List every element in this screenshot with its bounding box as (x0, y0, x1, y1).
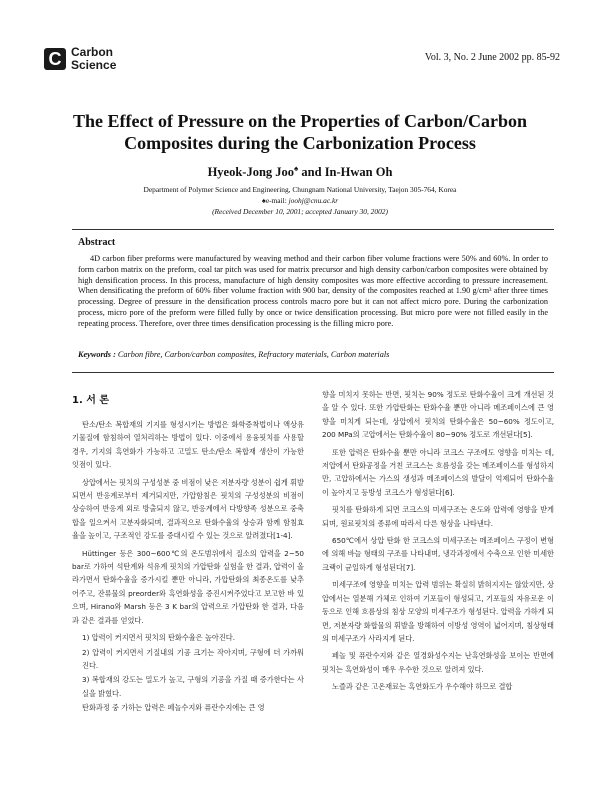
email-address[interactable]: joohj@cnu.ac.kr (288, 196, 339, 205)
abstract-body (78, 254, 548, 330)
paragraph: 페놀 및 퓨란수지와 같은 열경화성수지는 난흑연화성을 보이는 반면에 핏치는 흑연화성이 매우 우수한 것으로 알려져 있다. (322, 651, 554, 674)
paragraph: 핏치를 탄화하게 되면 코크스의 미세구조는 온도와 압력에 영향을 받게 되며, 원료핏치의 종류에 따라서 다른 형상을 나타낸다. (322, 505, 554, 528)
author-1: Hyeok-Jong Joo (207, 165, 295, 180)
abstract-box (72, 229, 554, 373)
journal-reference: Vol. 3, No. 2 June 2002 pp. 85-92 (424, 52, 560, 63)
journal-name-line2: Science (71, 58, 117, 72)
received-dates: (Received December 10, 2001; accepted January 30, 2002) (212, 207, 388, 216)
journal-name-line1: Carbon (71, 45, 113, 59)
paragraph: 또한 압력은 탄화수율 뿐만 아니라 코크스 구조에도 영향을 미치는 데, 저압에서 탄화공정을 거친 코크스는 흐름성을 갖는 메조페이스를 형성하지만, 고압하에서는 가스의 생성과 메조페이스의 발달이 억제되어 탄화수율이 높아지고 등방성 코크스가 형성된다[6]. (322, 447, 554, 497)
corresponding-author-mark: ♠ (294, 164, 299, 173)
paragraph: 650℃에서 상압 탄화 한 코크스의 미세구조는 메조페이스 구정이 변형에 의해 바늘 형태의 구조를 나타내며, 냉각과정에서 수축으로 인한 미세한 크랙이 균일하게 형성된다[7]. (322, 536, 554, 572)
author-separator: and (298, 165, 325, 180)
author-line (40, 164, 560, 180)
list-item: 1) 압력이 커지면서 핏치의 탄화수율은 높아진다. (82, 633, 236, 643)
affiliation-block (40, 184, 560, 217)
paragraph: Hüttinger 등은 300~600℃의 온도범위에서 질소의 압력을 2~50 bar로 가하여 석탄계와 석유계 핏치의 가압탄화 실험을 한 결과, 압력이 올라가면서 탄화수율을 증가시킬 뿐만 아니라, 가압탄화의 최종온도를 낮추어주고, 잔류물의 preorder와 흑연화성을 증진시켜주었다고 보고한 바 있으며, Hirano와 Marsh 등은 3 K bar의 압력으로 가압탄화 한 결과, 다음과 같은 결과를 얻었다. (72, 548, 304, 625)
affiliation: Department of Polymer Science and Engineering, Chungnam National University, Taejon 305-764, Korea (143, 185, 457, 194)
email-line (40, 195, 560, 206)
email-prefix: ♠e-mail: (261, 196, 289, 205)
paragraph: 향을 미치지 못하는 반면, 핏치는 90% 정도로 탄화수율이 크게 개선된 것을 알 수 있다. 또한 가압탄화는 탄화수율 뿐만 아니라 메조페이스에 큰 영향을 미치게 되는데, 상압에서 핏치의 탄화수율은 50~60% 정도이고, 200 MPa의 고압에서는 탄화수율이 80~90% 정도로 개선된다[5]. (322, 390, 554, 440)
paragraph: 탄화과정 중 가하는 압력은 페놀수지와 퓨란수지에는 큰 영 (82, 703, 265, 713)
list-item: 2) 압력이 커지면서 기질내의 기공 크기는 작아지며, 구형에 더 가까워진다. (82, 647, 304, 670)
paragraph: 상압에서는 핏치의 구성성분 중 비점이 낮은 저분자량 성분이 쉽게 휘발되면서 반응계로부터 제거되지만, 가압함침은 핏치의 구성성분의 비점이 상승하여 반응계 외로 방출되지 않고, 반응계에서 다방향족 성분으로 중축합을 일으켜서 고분자화되며, 결과적으로 탄화수율의 상승과 함께 함침효율을 높이고, 구조적인 강도를 증대시킬 수 있는 것으로 알려졌다[1-4]. (72, 477, 304, 541)
author-2: In-Hwan Oh (324, 165, 393, 180)
paragraph: 노즐과 같은 고온재료는 흑연화도가 우수해야 하므로 결합 (332, 682, 513, 692)
abstract-text: 4D carbon fiber preforms were manufactured by weaving method and their carbon fiber volume fractions were 50% and 60%. In order to form carbon matrix on the preform, coal tar pitch was used for matrix precursor and high density carbon/carbon composites were obtained by high densification process. In this process, manufacture of high density composites was more effective according to pressure increasement. When densificating the preform of 60% fiber volume fraction with 900 bar, density of the composites reached at 1.90 g/cm³ after three times processing. Degree of pressure in the densification process controls macro pore but it can not affect micro pore. During the carbonization process, micro pore of the preform were filled fully by once or twice densification processing. But micro pore were not filled easily in the repeating process. Therefore, over three times densification processing is the filling micro pore. (78, 254, 548, 328)
journal-name (71, 46, 151, 72)
right-column (322, 388, 554, 698)
keywords-label: Keywords : (78, 350, 118, 359)
carbon-logo-icon: C (44, 48, 66, 70)
keywords-list: Carbon fibre, Carbon/carbon composites, Refractory materials, Carbon materials (117, 350, 390, 359)
abstract-heading: Abstract (78, 237, 116, 248)
paragraph: 탄소/탄소 복합재의 기지를 형성시키는 방법은 화학증착법이나 액상유기물질에 함침하여 열처리하는 방법이 있다. 이중에서 용융핏치를 사용할 경우, 기지의 흑연화가 가능하고 고밀도 탄소/탄소 복합재 생산이 가능한 잇점이 있다. (72, 420, 304, 470)
left-column (72, 418, 304, 719)
list-item: 3) 복합재의 강도는 밀도가 높고, 구형의 기공을 가질 때 증가한다는 사실을 밝혔다. (82, 675, 304, 698)
paragraph: 미세구조에 영향을 미치는 압력 범위는 확실히 밝혀지지는 않았지만, 상압에서는 열분해 가체로 인하여 기포들이 형성되고, 기포들의 자유로운 이동으로 인해 흐름상의 침상 모양의 미세구조가 형성된다. 압력을 가하게 되면, 저분자량 화합물의 휘발을 방해하여 이방성 영역이 넓어지며, 침상형태의 미세구조가 사라지게 된다. (322, 580, 554, 643)
keywords (78, 350, 548, 359)
section-heading: 1. 서 론 (72, 395, 110, 406)
article-title: The Effect of Pressure on the Properties of Carbon/Carbon Composites during the Carbonization Process (73, 111, 527, 153)
